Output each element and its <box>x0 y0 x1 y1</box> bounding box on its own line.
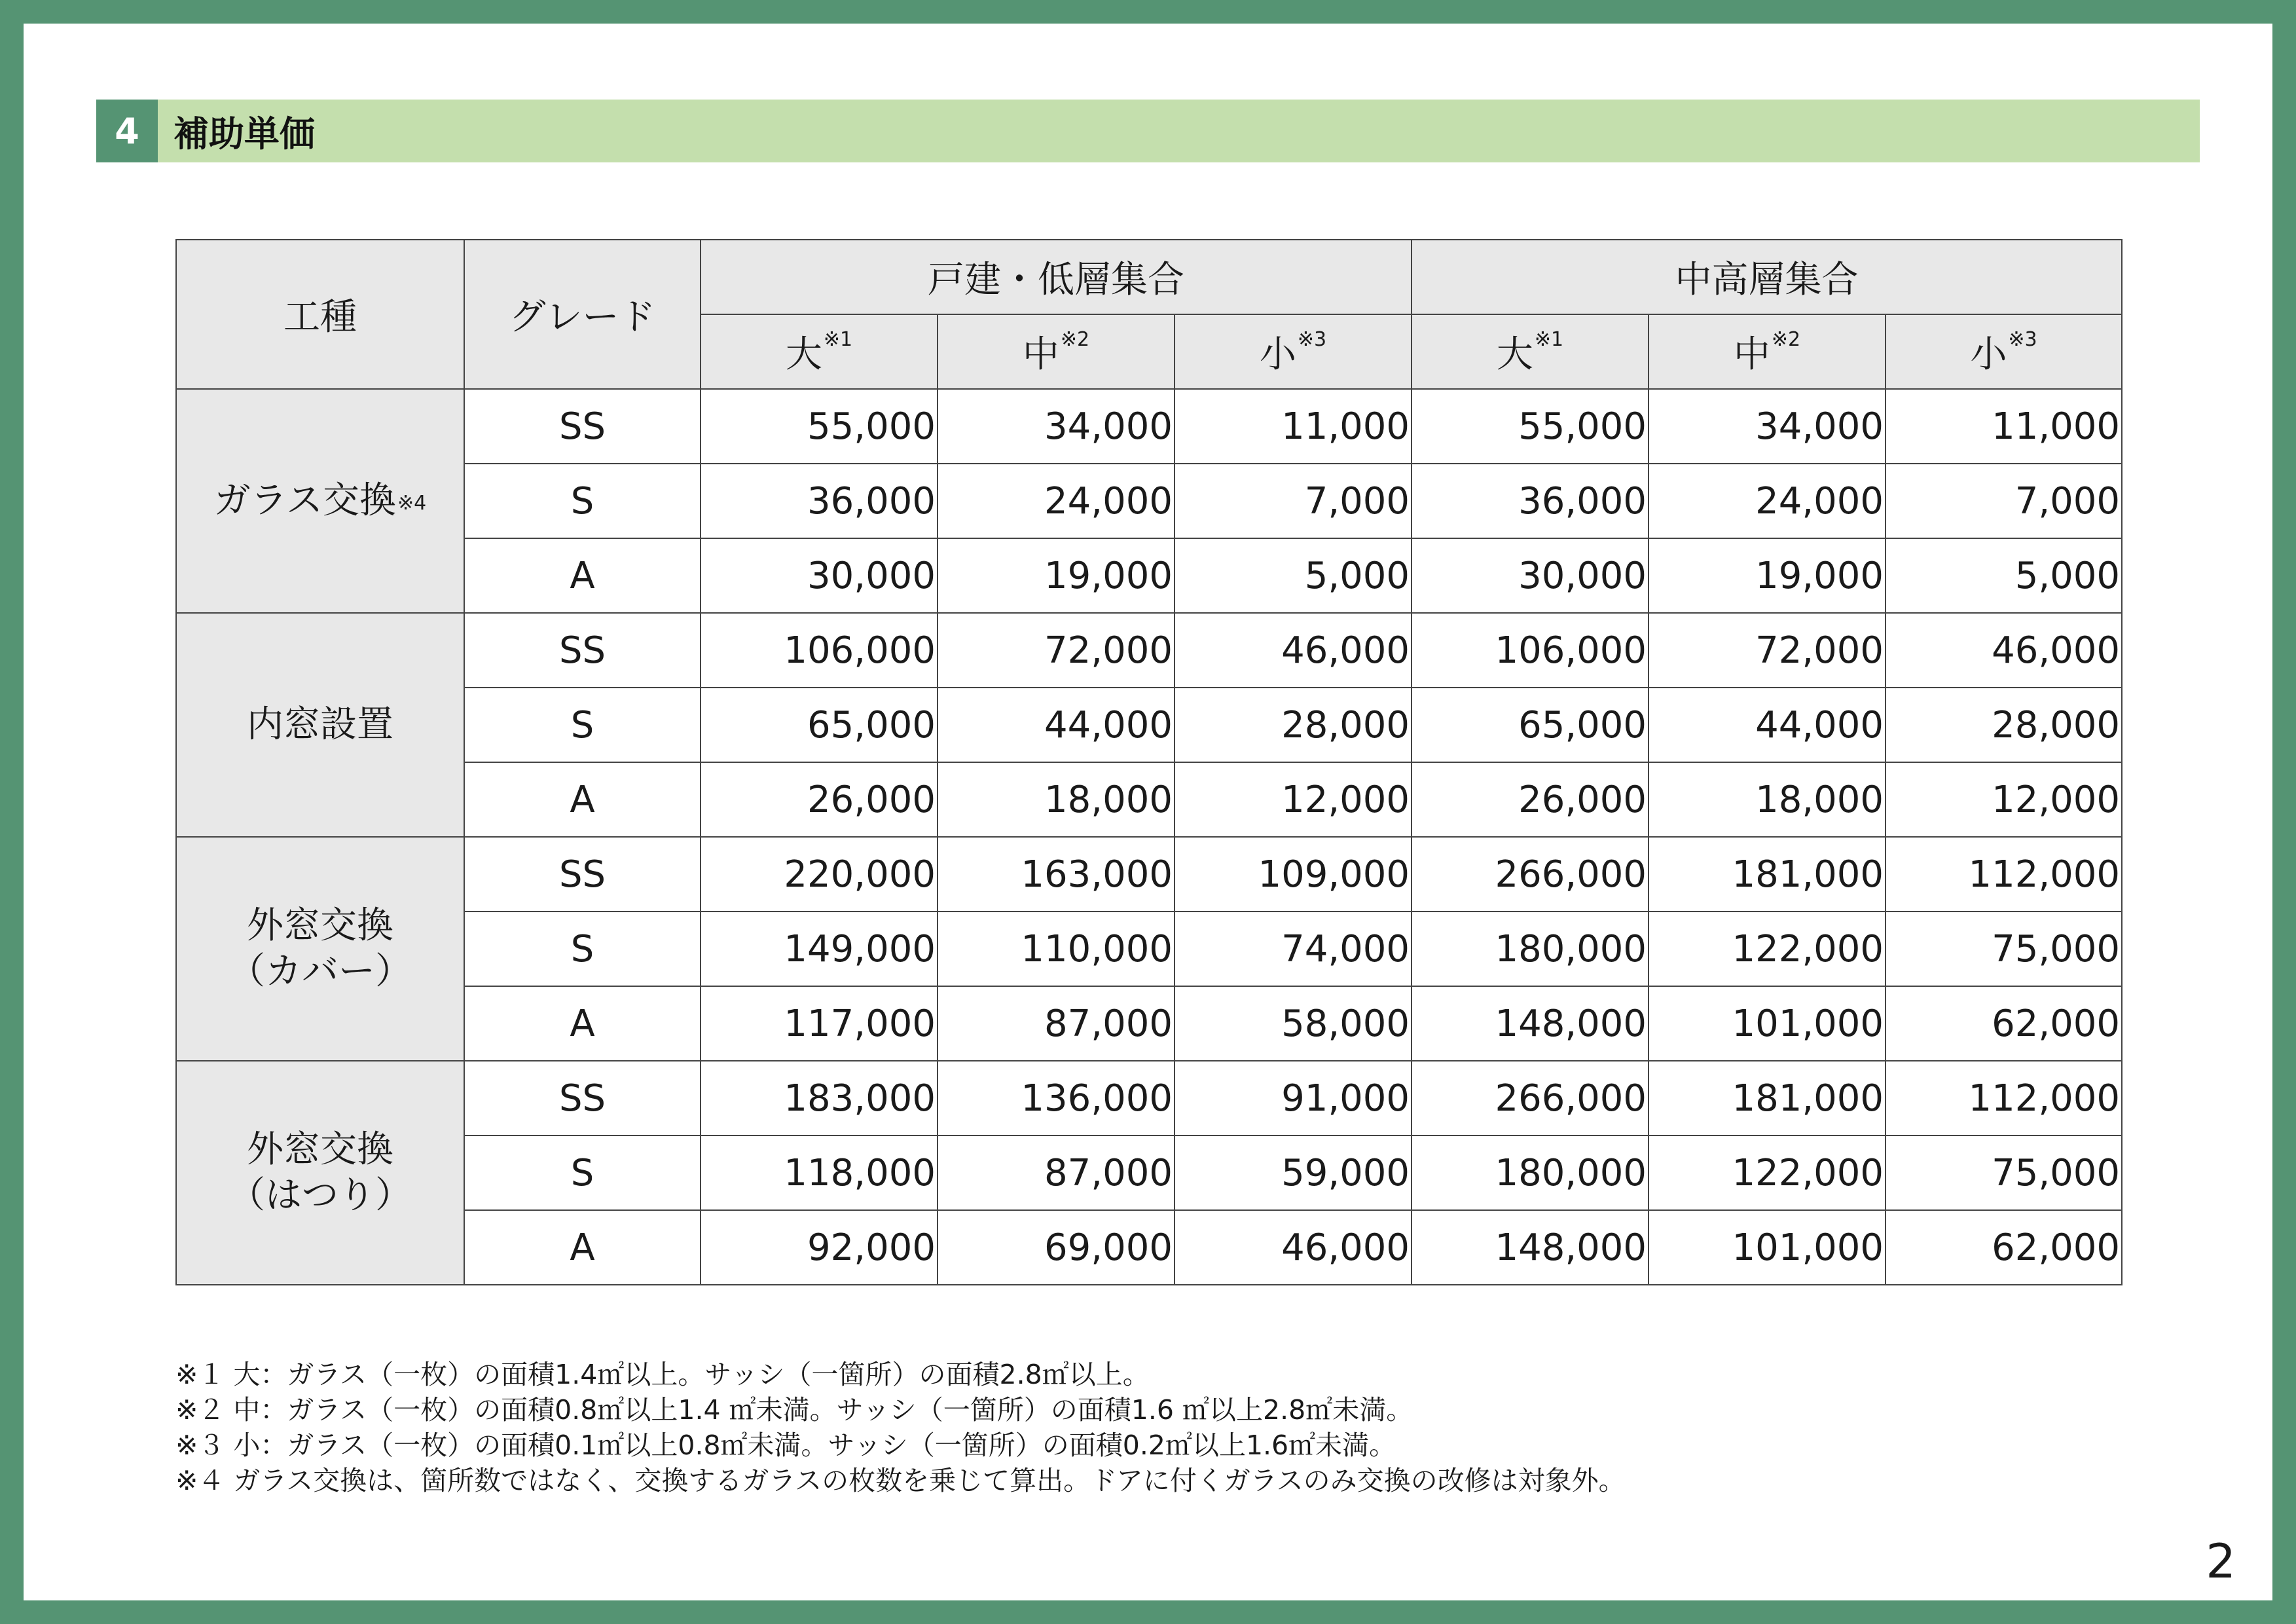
category-cell <box>176 837 464 1061</box>
price-cell <box>1649 1135 1886 1210</box>
price-value: 46,000 <box>1992 629 2121 672</box>
price-value: 24,000 <box>1044 479 1173 523</box>
category-name: 外窓交換 <box>247 1128 393 1171</box>
price-cell <box>1886 1061 2122 1135</box>
section-title: 補助単価 <box>173 113 315 155</box>
price-cell <box>938 1061 1175 1135</box>
price-cell <box>1649 688 1886 762</box>
price-value: 92,000 <box>807 1226 936 1269</box>
price-cell <box>1412 1135 1649 1210</box>
price-value: 26,000 <box>807 778 936 821</box>
price-value: 112,000 <box>1968 1077 2121 1120</box>
price-value: 266,000 <box>1495 853 1647 896</box>
price-value: 19,000 <box>1755 554 1884 597</box>
category-cell <box>176 613 464 837</box>
price-cell <box>1412 837 1649 912</box>
price-value: 181,000 <box>1732 1077 1884 1120</box>
price-cell <box>1649 1061 1886 1135</box>
size-label: 大 <box>785 333 822 376</box>
page-number: 2 <box>2206 1534 2236 1589</box>
price-value: 12,000 <box>1992 778 2121 821</box>
header-group-detached-lowrise: 戸建・低層集合 <box>701 240 1412 314</box>
price-cell <box>1175 762 1412 837</box>
price-cell <box>1412 688 1649 762</box>
price-value: 72,000 <box>1755 629 1884 672</box>
header-size-0 <box>701 314 938 389</box>
price-value: 34,000 <box>1044 405 1173 448</box>
price-cell <box>1175 986 1412 1061</box>
price-cell <box>1412 389 1649 464</box>
price-cell <box>1175 1135 1412 1210</box>
category-name: 外窓交換 <box>247 904 393 947</box>
price-value: 75,000 <box>1992 1151 2121 1194</box>
price-cell <box>938 1135 1175 1210</box>
price-cell <box>1886 986 2122 1061</box>
price-value: 7,000 <box>2014 479 2121 523</box>
grade-cell: SS <box>464 1061 701 1135</box>
price-cell <box>701 613 938 688</box>
price-value: 62,000 <box>1992 1226 2121 1269</box>
price-value: 69,000 <box>1044 1226 1173 1269</box>
price-cell <box>1175 837 1412 912</box>
header-size-4 <box>1649 314 1886 389</box>
price-cell <box>1649 1210 1886 1285</box>
table-row <box>176 1061 2122 1135</box>
size-note: ※3 <box>2008 328 2037 351</box>
footnote-3: ※３ 小：ガラス（一枚）の面積0.1㎡以上0.8㎡未満。サッシ（一箇所）の面積0.2㎡以上1.6㎡未満。 <box>175 1430 1396 1461</box>
size-note: ※1 <box>1534 328 1564 351</box>
price-cell <box>938 613 1175 688</box>
price-cell <box>701 762 938 837</box>
grade-cell: SS <box>464 613 701 688</box>
price-value: 101,000 <box>1732 1226 1884 1269</box>
price-value: 149,000 <box>784 927 936 970</box>
price-value: 34,000 <box>1755 405 1884 448</box>
price-cell <box>1412 1061 1649 1135</box>
header-size-3 <box>1412 314 1649 389</box>
grade-cell: SS <box>464 389 701 464</box>
price-cell <box>938 762 1175 837</box>
price-value: 11,000 <box>1992 405 2121 448</box>
price-value: 55,000 <box>1518 405 1647 448</box>
price-value: 106,000 <box>1495 629 1647 672</box>
price-value: 19,000 <box>1044 554 1173 597</box>
category-cell <box>176 1061 464 1285</box>
price-value: 24,000 <box>1755 479 1884 523</box>
price-cell <box>1649 762 1886 837</box>
price-value: 75,000 <box>1992 927 2121 970</box>
price-value: 110,000 <box>1021 927 1173 970</box>
price-cell <box>701 688 938 762</box>
price-value: 58,000 <box>1281 1002 1410 1045</box>
price-cell <box>1175 912 1412 986</box>
price-cell <box>1886 762 2122 837</box>
price-cell <box>1649 538 1886 613</box>
price-cell <box>938 464 1175 538</box>
price-value: 106,000 <box>784 629 936 672</box>
grade-cell: S <box>464 1135 701 1210</box>
price-cell <box>1412 464 1649 538</box>
price-value: 55,000 <box>807 405 936 448</box>
header-work-type: 工種 <box>176 240 464 389</box>
table-body <box>176 389 2122 1285</box>
price-value: 46,000 <box>1281 1226 1410 1269</box>
grade-cell: S <box>464 912 701 986</box>
price-value: 18,000 <box>1044 778 1173 821</box>
price-value: 148,000 <box>1495 1226 1647 1269</box>
table-row <box>176 762 2122 837</box>
table-row <box>176 1210 2122 1285</box>
price-value: 118,000 <box>784 1151 936 1194</box>
price-cell <box>701 1210 938 1285</box>
category-subname: （カバー） <box>228 950 412 993</box>
price-cell <box>1886 837 2122 912</box>
price-cell <box>701 1135 938 1210</box>
price-cell <box>938 1210 1175 1285</box>
price-value: 180,000 <box>1495 927 1647 970</box>
price-value: 181,000 <box>1732 853 1884 896</box>
price-value: 36,000 <box>807 479 936 523</box>
price-cell <box>938 688 1175 762</box>
price-cell <box>701 538 938 613</box>
price-cell <box>1886 912 2122 986</box>
price-cell <box>1412 1210 1649 1285</box>
price-value: 59,000 <box>1281 1151 1410 1194</box>
size-label: 中 <box>1022 333 1059 376</box>
price-cell <box>1175 1210 1412 1285</box>
price-cell <box>938 912 1175 986</box>
table-row <box>176 986 2122 1061</box>
grade-cell: S <box>464 688 701 762</box>
subsidy-table <box>175 239 2123 1285</box>
size-note: ※1 <box>823 328 853 351</box>
price-value: 36,000 <box>1518 479 1647 523</box>
price-value: 46,000 <box>1281 629 1410 672</box>
price-value: 5,000 <box>1304 554 1410 597</box>
category-subname: （はつり） <box>228 1174 412 1217</box>
price-value: 266,000 <box>1495 1077 1647 1120</box>
header-size-5 <box>1886 314 2122 389</box>
price-cell <box>1175 538 1412 613</box>
category-note: ※4 <box>397 492 427 515</box>
header-group-midhighrise: 中高層集合 <box>1412 240 2122 314</box>
price-cell <box>1175 688 1412 762</box>
header-row-1 <box>176 240 2122 314</box>
table-row <box>176 389 2122 464</box>
category-name: ガラス交換 <box>213 479 397 522</box>
price-value: 183,000 <box>784 1077 936 1120</box>
price-value: 12,000 <box>1281 778 1410 821</box>
price-value: 87,000 <box>1044 1151 1173 1194</box>
price-cell <box>1649 837 1886 912</box>
price-value: 62,000 <box>1992 1002 2121 1045</box>
table-row <box>176 912 2122 986</box>
price-cell <box>1886 389 2122 464</box>
price-value: 117,000 <box>784 1002 936 1045</box>
grade-cell: A <box>464 538 701 613</box>
price-cell <box>1412 538 1649 613</box>
size-label: 小 <box>1259 333 1296 376</box>
price-value: 163,000 <box>1021 853 1173 896</box>
price-value: 11,000 <box>1281 405 1410 448</box>
price-cell <box>1412 762 1649 837</box>
price-value: 72,000 <box>1044 629 1173 672</box>
price-value: 180,000 <box>1495 1151 1647 1194</box>
price-cell <box>701 1061 938 1135</box>
price-cell <box>701 837 938 912</box>
footnotes <box>175 1357 1626 1498</box>
price-value: 18,000 <box>1755 778 1884 821</box>
grade-cell: A <box>464 1210 701 1285</box>
grade-cell: S <box>464 464 701 538</box>
category-name: 内窓設置 <box>247 703 393 746</box>
size-label: 中 <box>1733 333 1770 376</box>
section-header <box>96 100 2200 162</box>
grade-cell: A <box>464 762 701 837</box>
size-label: 大 <box>1496 333 1533 376</box>
grade-cell: A <box>464 986 701 1061</box>
table-row <box>176 1135 2122 1210</box>
price-value: 74,000 <box>1281 927 1410 970</box>
price-value: 148,000 <box>1495 1002 1647 1045</box>
price-value: 109,000 <box>1258 853 1410 896</box>
price-cell <box>1886 538 2122 613</box>
price-cell <box>1886 1135 2122 1210</box>
price-value: 30,000 <box>807 554 936 597</box>
price-value: 44,000 <box>1755 703 1884 747</box>
section-number: 4 <box>96 100 158 162</box>
table-row <box>176 613 2122 688</box>
size-note: ※3 <box>1297 328 1327 351</box>
price-value: 101,000 <box>1732 1002 1884 1045</box>
table-row <box>176 688 2122 762</box>
price-value: 44,000 <box>1044 703 1173 747</box>
header-grade: グレード <box>464 240 701 389</box>
size-note: ※2 <box>1771 328 1801 351</box>
price-value: 26,000 <box>1518 778 1647 821</box>
footnote-2: ※２ 中：ガラス（一枚）の面積0.8㎡以上1.4 ㎡未満。サッシ（一箇所）の面積1.6 ㎡以上2.8㎡未満。 <box>175 1394 1413 1426</box>
price-cell <box>1886 1210 2122 1285</box>
price-cell <box>1886 688 2122 762</box>
size-note: ※2 <box>1060 328 1090 351</box>
price-value: 28,000 <box>1992 703 2121 747</box>
price-value: 7,000 <box>1304 479 1410 523</box>
price-value: 5,000 <box>2014 554 2121 597</box>
price-cell <box>1649 389 1886 464</box>
price-cell <box>701 389 938 464</box>
footnote-4: ※４ ガラス交換は、箇所数ではなく、交換するガラスの枚数を乗じて算出。ドアに付くガラスのみ交換の改修は対象外。 <box>175 1465 1626 1496</box>
price-cell <box>1175 1061 1412 1135</box>
size-label: 小 <box>1970 333 2007 376</box>
footnote-1: ※１ 大：ガラス（一枚）の面積1.4㎡以上。サッシ（一箇所）の面積2.8㎡以上。 <box>175 1359 1150 1390</box>
price-value: 91,000 <box>1281 1077 1410 1120</box>
price-cell <box>1649 912 1886 986</box>
price-value: 122,000 <box>1732 1151 1884 1194</box>
grade-cell: SS <box>464 837 701 912</box>
price-cell <box>1649 613 1886 688</box>
table-row <box>176 837 2122 912</box>
price-cell <box>1175 464 1412 538</box>
price-cell <box>1886 464 2122 538</box>
price-value: 122,000 <box>1732 927 1884 970</box>
price-value: 65,000 <box>807 703 936 747</box>
price-cell <box>938 538 1175 613</box>
header-size-2 <box>1175 314 1412 389</box>
price-value: 136,000 <box>1021 1077 1173 1120</box>
price-cell <box>1649 464 1886 538</box>
price-cell <box>701 912 938 986</box>
price-value: 28,000 <box>1281 703 1410 747</box>
price-cell <box>701 464 938 538</box>
price-cell <box>701 986 938 1061</box>
price-cell <box>1886 613 2122 688</box>
price-cell <box>1175 613 1412 688</box>
header-size-1 <box>938 314 1175 389</box>
price-cell <box>1412 613 1649 688</box>
price-cell <box>938 389 1175 464</box>
table-row <box>176 538 2122 613</box>
price-cell <box>938 837 1175 912</box>
price-value: 220,000 <box>784 853 936 896</box>
price-cell <box>1412 986 1649 1061</box>
price-value: 30,000 <box>1518 554 1647 597</box>
table-row <box>176 464 2122 538</box>
price-value: 112,000 <box>1968 853 2121 896</box>
price-value: 87,000 <box>1044 1002 1173 1045</box>
category-cell <box>176 389 464 613</box>
price-value: 65,000 <box>1518 703 1647 747</box>
price-cell <box>1412 912 1649 986</box>
price-cell <box>938 986 1175 1061</box>
price-cell <box>1175 389 1412 464</box>
price-cell <box>1649 986 1886 1061</box>
